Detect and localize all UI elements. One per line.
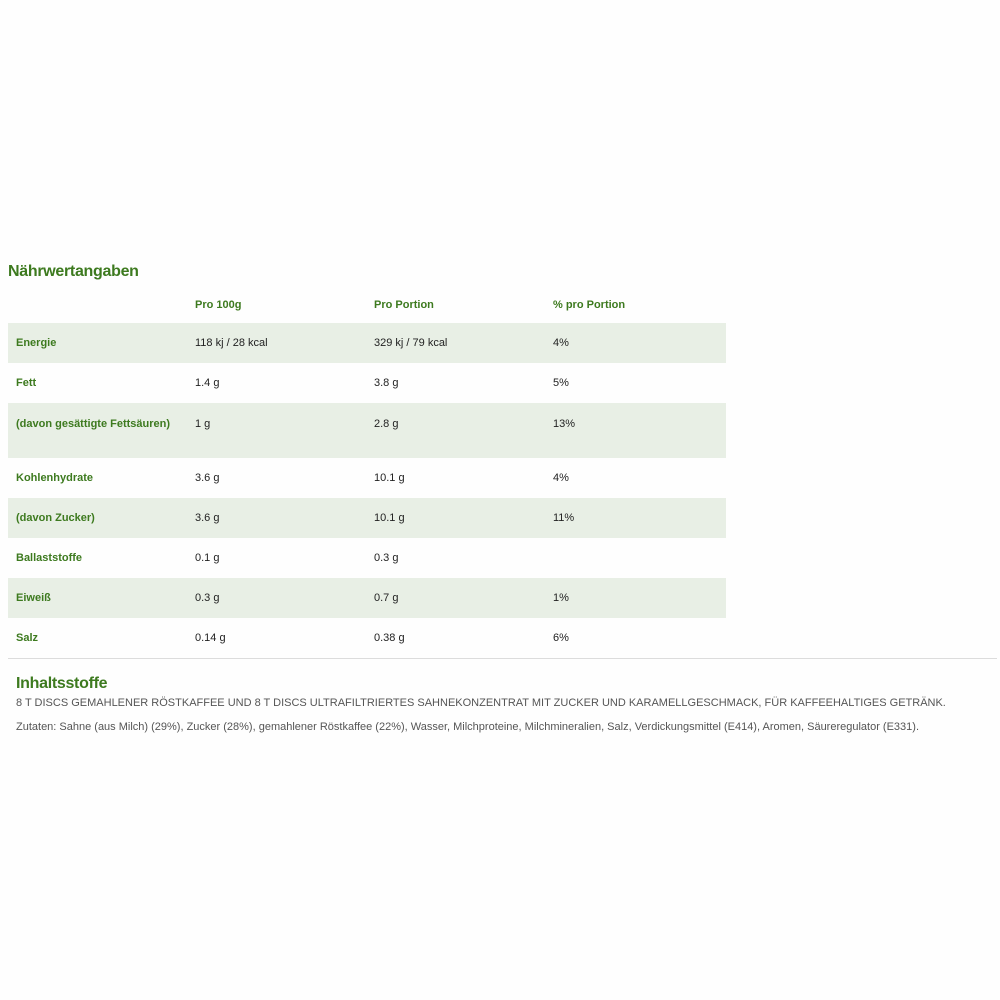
- column-header-nutrient: [8, 286, 187, 323]
- table-row: [8, 403, 726, 458]
- nutrient-label: Ballaststoffe: [16, 552, 83, 564]
- value-percent: 11%: [545, 498, 726, 538]
- nutrient-label: Fett: [16, 377, 37, 389]
- nutrient-label: Energie: [8, 323, 187, 363]
- nutrition-title: Nährwertangaben: [8, 263, 139, 280]
- value-per-portion: 10.1 g: [366, 498, 545, 538]
- value-per-100g: 0.1 g: [195, 552, 220, 564]
- nutrient-label: Kohlenhydrate: [16, 472, 94, 484]
- ingredients-title: Inhaltsstoffe: [16, 675, 108, 692]
- column-header-percent-portion: % pro Portion: [553, 298, 626, 311]
- nutrition-table: [8, 286, 726, 658]
- column-header-per-portion: Pro Portion: [374, 298, 434, 311]
- nutrient-label: (davon gesättigte Fettsäuren): [8, 403, 187, 458]
- value-percent: 4%: [553, 472, 569, 484]
- ingredients-summary: 8 T DISCS GEMAHLENER RÖSTKAFFEE UND 8 T DISCS ULTRAFILTRIERTES SAHNEKONZENTRAT MIT ZUCKER UND KARAMELLGESCHMACK, FÜR KAFFEEHALTIGES GETRÄNK.: [16, 697, 946, 709]
- table-header-row: [8, 286, 726, 323]
- ingredients-detail: Zutaten: Sahne (aus Milch) (29%), Zucker (28%), gemahlener Röstkaffee (22%), Wasser, Milchproteine, Milchmineralien, Salz, Verdickungsmittel (E414), Aromen, Säureregulator (E331).: [16, 721, 920, 733]
- value-per-portion: 329 kj / 79 kcal: [366, 323, 545, 363]
- value-per-100g: 3.6 g: [187, 498, 366, 538]
- table-row: [8, 538, 726, 578]
- value-per-portion: 2.8 g: [366, 403, 545, 458]
- table-row: [8, 618, 726, 658]
- value-per-100g: 1 g: [187, 403, 366, 458]
- value-percent: 5%: [553, 377, 569, 389]
- table-row: [8, 363, 726, 403]
- value-per-100g: 3.6 g: [195, 472, 220, 484]
- value-per-portion: 3.8 g: [374, 377, 399, 389]
- section-divider: [8, 658, 997, 659]
- value-per-portion: 0.7 g: [366, 578, 545, 618]
- table-row: [8, 458, 726, 498]
- value-percent: [545, 538, 726, 578]
- value-per-portion: 10.1 g: [374, 472, 405, 484]
- table-row: [8, 578, 726, 618]
- column-header-per-100g: Pro 100g: [195, 298, 242, 311]
- table-row: [8, 498, 726, 538]
- table-row: [8, 323, 726, 363]
- value-percent: 13%: [545, 403, 726, 458]
- value-per-100g: 0.14 g: [195, 632, 226, 644]
- value-percent: 1%: [545, 578, 726, 618]
- value-per-100g: 1.4 g: [195, 377, 220, 389]
- value-per-100g: 0.3 g: [187, 578, 366, 618]
- nutrient-label: (davon Zucker): [8, 498, 187, 538]
- value-per-portion: 0.38 g: [374, 632, 405, 644]
- value-percent: 4%: [545, 323, 726, 363]
- nutrient-label: Eiweiß: [8, 578, 187, 618]
- value-per-100g: 118 kj / 28 kcal: [187, 323, 366, 363]
- nutrient-label: Salz: [16, 632, 39, 644]
- value-per-portion: 0.3 g: [374, 552, 399, 564]
- value-percent: 6%: [553, 632, 569, 644]
